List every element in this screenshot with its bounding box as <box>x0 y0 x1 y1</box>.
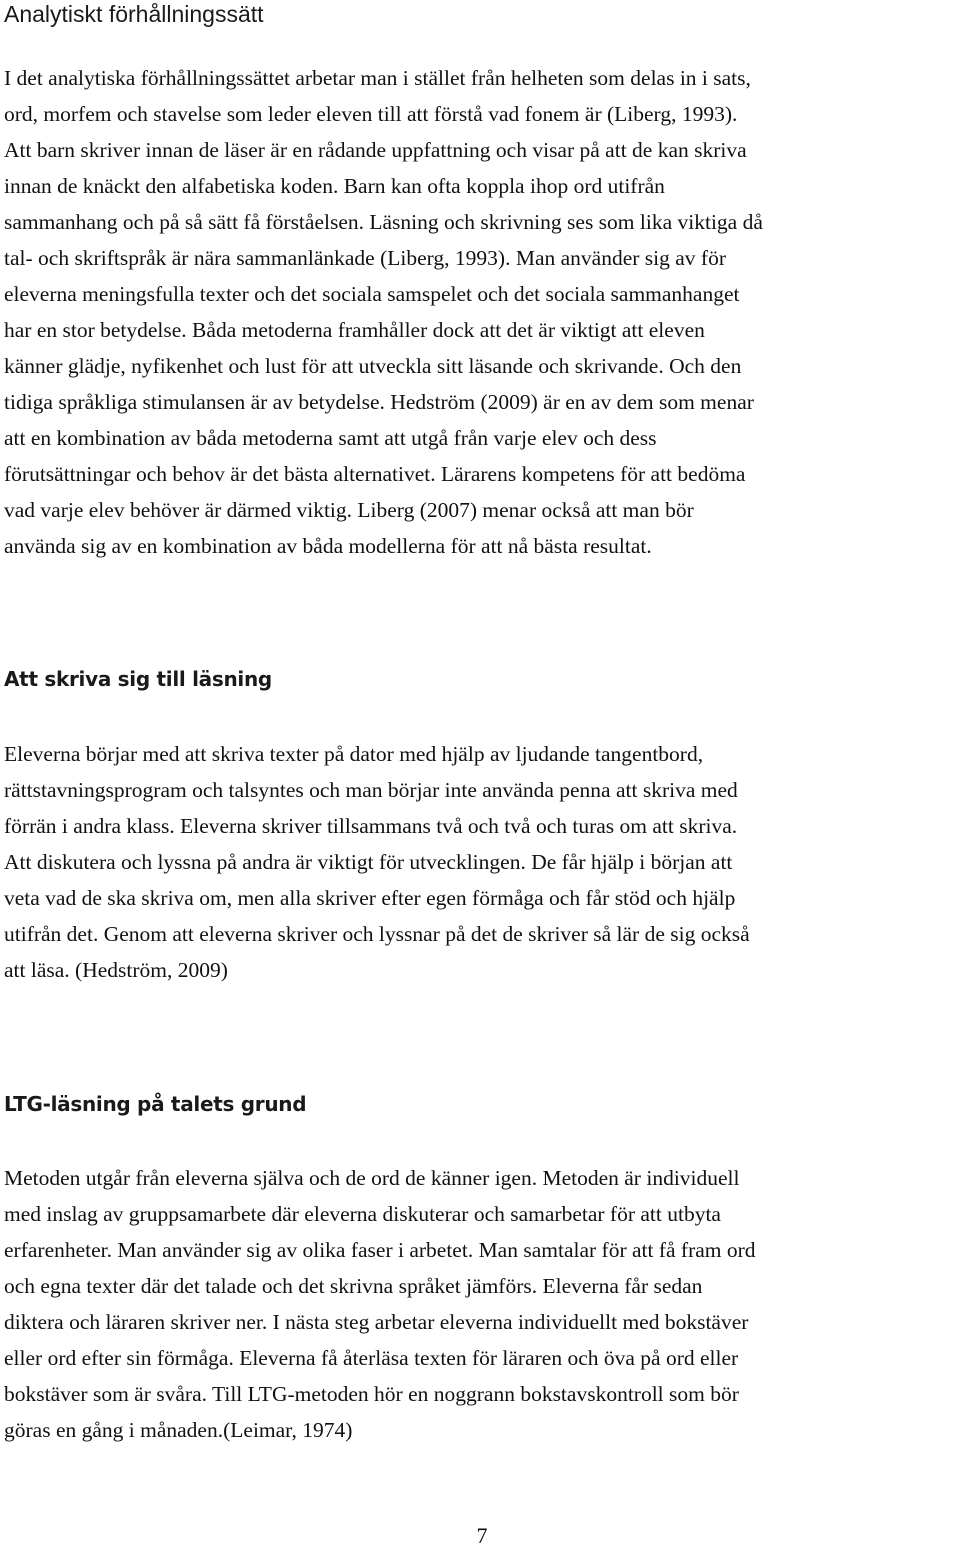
text-line: diktera och läraren skriver ner. I nästa steg arbetar eleverna individuellt med bokstäver <box>4 1310 749 1334</box>
text-line: att en kombination av båda metoderna samt att utgå från varje elev och dess <box>4 426 657 450</box>
text-line: ord, morfem och stavelse som leder eleven till att förstå vad fonem är (Liberg, 1993). <box>4 102 738 126</box>
text-line: göras en gång i månaden.(Leimar, 1974) <box>4 1418 353 1442</box>
text-line: Metoden utgår från eleverna själva och de ord de känner igen. Metoden är individuell <box>4 1166 740 1190</box>
page-number: 7 <box>476 1523 488 1548</box>
text-line: med inslag av gruppsamarbete där eleverna diskuterar och samarbetar för att utbyta <box>4 1202 721 1226</box>
text-line: tal- och skriftspråk är nära sammanlänkade (Liberg, 1993). Man använder sig av för <box>4 246 726 270</box>
text-line: sammanhang och på så sätt få förståelsen. Läsning och skrivning ses som lika viktiga då <box>4 210 763 234</box>
text-line: erfarenheter. Man använder sig av olika faser i arbetet. Man samtalar för att få fram ord <box>4 1238 756 1262</box>
paragraph-ltg-reading <box>4 1160 956 1448</box>
text-line: Att diskutera och lyssna på andra är viktigt för utvecklingen. De får hjälp i början att <box>4 850 733 874</box>
text-line: tidiga språkliga stimulansen är av betydelse. Hedström (2009) är en av dem som menar <box>4 390 754 414</box>
paragraph-analytic-approach <box>4 60 956 564</box>
text-line: vad varje elev behöver är därmed viktig. Liberg (2007) menar också att man bör <box>4 498 694 522</box>
page-title: Analytiskt förhållningssätt <box>4 1 264 27</box>
text-line: veta vad de ska skriva om, men alla skriver efter egen förmåga och får stöd och hjälp <box>4 886 736 910</box>
paragraph-writing-to-reading <box>4 736 956 988</box>
text-line: rättstavningsprogram och talsyntes och man börjar inte använda penna att skriva med <box>4 778 738 802</box>
text-line: utifrån det. Genom att eleverna skriver och lyssnar på det de skriver så lär de sig också <box>4 922 750 946</box>
text-line: Eleverna börjar med att skriva texter på dator med hjälp av ljudande tangentbord, <box>4 742 704 766</box>
text-line: I det analytiska förhållningssättet arbetar man i stället från helheten som delas in i sats, <box>4 66 751 90</box>
text-line: förutsättningar och behov är det bästa alternativet. Lärarens kompetens för att bedöma <box>4 462 746 486</box>
text-line: har en stor betydelse. Båda metoderna framhåller dock att det är viktigt att eleven <box>4 318 705 342</box>
text-line: förrän i andra klass. Eleverna skriver tillsammans två och två och turas om att skriva. <box>4 814 738 838</box>
text-line: och egna texter där det talade och det skrivna språket jämförs. Eleverna får sedan <box>4 1274 703 1298</box>
text-line: bokstäver som är svåra. Till LTG-metoden hör en noggrann bokstavskontroll som bör <box>4 1382 739 1406</box>
text-line: Att barn skriver innan de läser är en rådande uppfattning och visar på att de kan skriva <box>4 138 747 162</box>
text-line: att läsa. (Hedström, 2009) <box>4 958 228 982</box>
section-heading-writing-to-reading: Att skriva sig till läsning <box>4 667 272 691</box>
section-heading-ltg-reading: LTG-läsning på talets grund <box>4 1092 307 1116</box>
text-line: innan de knäckt den alfabetiska koden. Barn kan ofta koppla ihop ord utifrån <box>4 174 665 198</box>
text-line: eller ord efter sin förmåga. Eleverna få återläsa texten för läraren och öva på ord eller <box>4 1346 739 1370</box>
text-line: eleverna meningsfulla texter och det sociala samspelet och det sociala sammanhanget <box>4 282 740 306</box>
text-line: känner glädje, nyfikenhet och lust för att utveckla sitt läsande och skrivande. Och den <box>4 354 742 378</box>
text-line: använda sig av en kombination av båda modellerna för att nå bästa resultat. <box>4 534 652 558</box>
